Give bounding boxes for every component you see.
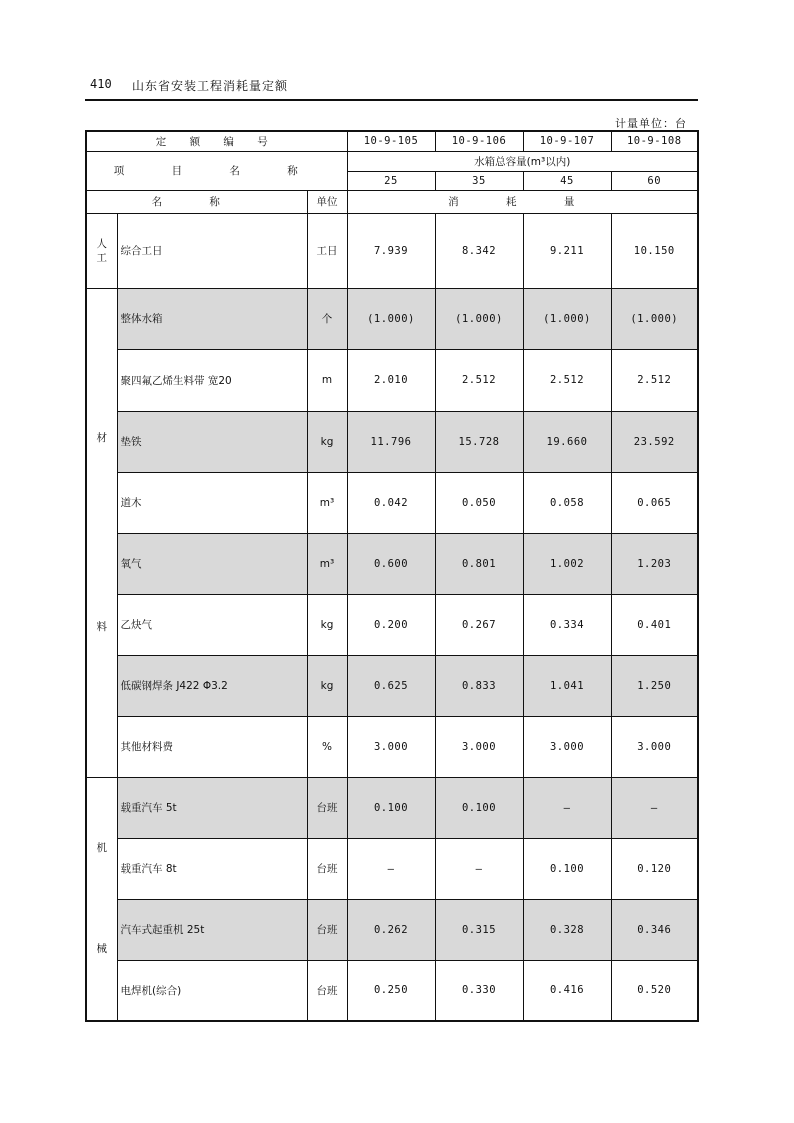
item-unit: 台班 (307, 777, 347, 838)
consumption-value: 0.330 (435, 960, 523, 1021)
table-row (86, 716, 698, 777)
item-unit: kg (307, 594, 347, 655)
item-name: 其他材料费 (117, 716, 307, 777)
item-name: 氧气 (117, 533, 307, 594)
table-row (86, 349, 698, 411)
consumption-value: 0.065 (611, 472, 698, 533)
item-unit: 台班 (307, 838, 347, 899)
capacity-label: 水箱总容量(m³以内) (347, 151, 698, 171)
item-name: 低碳钢焊条 J422 Φ3.2 (117, 655, 307, 716)
category-char: 料 (96, 620, 107, 633)
consumption-value: 0.801 (435, 533, 523, 594)
consumption-value: (1.000) (611, 288, 698, 349)
table-row (86, 777, 698, 838)
consumption-value: 1.041 (523, 655, 611, 716)
book-title: 山东省安装工程消耗量定额 (132, 79, 289, 93)
item-unit: m³ (307, 533, 347, 594)
consumption-value: 0.833 (435, 655, 523, 716)
category-char: 工 (96, 251, 107, 264)
item-unit: 个 (307, 288, 347, 349)
consumption-value: 0.334 (523, 594, 611, 655)
category-labor (86, 213, 117, 288)
page-header (90, 74, 696, 96)
consumption-value: — (435, 838, 523, 899)
item-name: 汽车式起重机 25t (117, 899, 307, 960)
consumption-value: 0.401 (611, 594, 698, 655)
column-header-unit: 单位 (307, 190, 347, 213)
item-unit: 台班 (307, 960, 347, 1021)
consumption-value: — (523, 777, 611, 838)
consumption-value: 0.100 (435, 777, 523, 838)
consumption-value: 2.512 (611, 349, 698, 411)
consumption-value: 1.203 (611, 533, 698, 594)
item-unit: kg (307, 655, 347, 716)
consumption-value: 0.050 (435, 472, 523, 533)
consumption-value: 0.058 (523, 472, 611, 533)
capacity-value: 60 (611, 171, 698, 190)
capacity-value: 35 (435, 171, 523, 190)
table-row (86, 472, 698, 533)
consumption-value: (1.000) (435, 288, 523, 349)
consumption-value: 2.010 (347, 349, 435, 411)
consumption-value: 3.000 (347, 716, 435, 777)
item-unit: m (307, 349, 347, 411)
consumption-value: 2.512 (435, 349, 523, 411)
consumption-value: 3.000 (523, 716, 611, 777)
item-name: 载重汽车 5t (117, 777, 307, 838)
consumption-value: 8.342 (435, 213, 523, 288)
table-row (86, 594, 698, 655)
table-row (86, 288, 698, 349)
consumption-value: — (347, 838, 435, 899)
category-char: 械 (96, 943, 107, 956)
category-char: 机 (96, 842, 107, 855)
item-unit: 台班 (307, 899, 347, 960)
item-name: 整体水箱 (117, 288, 307, 349)
table-row (86, 533, 698, 594)
table-row (86, 213, 698, 288)
item-name: 载重汽车 8t (117, 838, 307, 899)
consumption-value: 1.002 (523, 533, 611, 594)
item-unit: 工日 (307, 213, 347, 288)
consumption-value: — (611, 777, 698, 838)
item-name: 垫铁 (117, 411, 307, 472)
item-unit: % (307, 716, 347, 777)
consumption-value: 10.150 (611, 213, 698, 288)
item-name: 综合工日 (117, 213, 307, 288)
consumption-value: 19.660 (523, 411, 611, 472)
capacity-value: 25 (347, 171, 435, 190)
consumption-value: 23.592 (611, 411, 698, 472)
table-row (86, 838, 698, 899)
item-name: 电焊机(综合) (117, 960, 307, 1021)
consumption-value: 0.625 (347, 655, 435, 716)
category-char: 人 (96, 237, 107, 250)
consumption-value: 3.000 (611, 716, 698, 777)
consumption-value: 0.600 (347, 533, 435, 594)
item-unit: kg (307, 411, 347, 472)
measurement-unit-label: 计量单位：台 (615, 117, 687, 130)
consumption-value: 0.416 (523, 960, 611, 1021)
consumption-value: 3.000 (435, 716, 523, 777)
consumption-value: (1.000) (347, 288, 435, 349)
consumption-value: 0.346 (611, 899, 698, 960)
item-name-label: 项 目 名 称 (86, 151, 347, 190)
column-header-consumption: 消 耗 量 (347, 190, 698, 213)
table-row (86, 411, 698, 472)
item-name: 聚四氟乙烯生料带 宽20 (117, 349, 307, 411)
consumption-value: 0.200 (347, 594, 435, 655)
consumption-value: 0.267 (435, 594, 523, 655)
quota-number: 10-9-105 (347, 131, 435, 151)
item-name: 乙炔气 (117, 594, 307, 655)
capacity-value: 45 (523, 171, 611, 190)
consumption-value: 0.042 (347, 472, 435, 533)
consumption-value: 1.250 (611, 655, 698, 716)
category-char: 材 (96, 432, 107, 445)
quota-number-label: 定 额 编 号 (86, 131, 347, 151)
quota-number: 10-9-108 (611, 131, 698, 151)
category-machinery (86, 777, 117, 1021)
consumption-value: 2.512 (523, 349, 611, 411)
page-number: 410 (90, 77, 112, 91)
consumption-value: 0.315 (435, 899, 523, 960)
quota-table (85, 130, 699, 1022)
header-rule (85, 99, 698, 101)
consumption-value: 9.211 (523, 213, 611, 288)
table-row (86, 655, 698, 716)
column-header-name: 名 称 (86, 190, 307, 213)
consumption-value: 0.262 (347, 899, 435, 960)
consumption-value: 0.100 (347, 777, 435, 838)
item-unit: m³ (307, 472, 347, 533)
consumption-value: 7.939 (347, 213, 435, 288)
table-row (86, 899, 698, 960)
consumption-value: 0.100 (523, 838, 611, 899)
consumption-value: 0.328 (523, 899, 611, 960)
consumption-value: 15.728 (435, 411, 523, 472)
item-name: 道木 (117, 472, 307, 533)
consumption-value: 0.250 (347, 960, 435, 1021)
table-row (86, 960, 698, 1021)
quota-number: 10-9-107 (523, 131, 611, 151)
consumption-value: 11.796 (347, 411, 435, 472)
consumption-value: 0.520 (611, 960, 698, 1021)
consumption-value: (1.000) (523, 288, 611, 349)
consumption-value: 0.120 (611, 838, 698, 899)
category-materials (86, 288, 117, 777)
quota-number: 10-9-106 (435, 131, 523, 151)
